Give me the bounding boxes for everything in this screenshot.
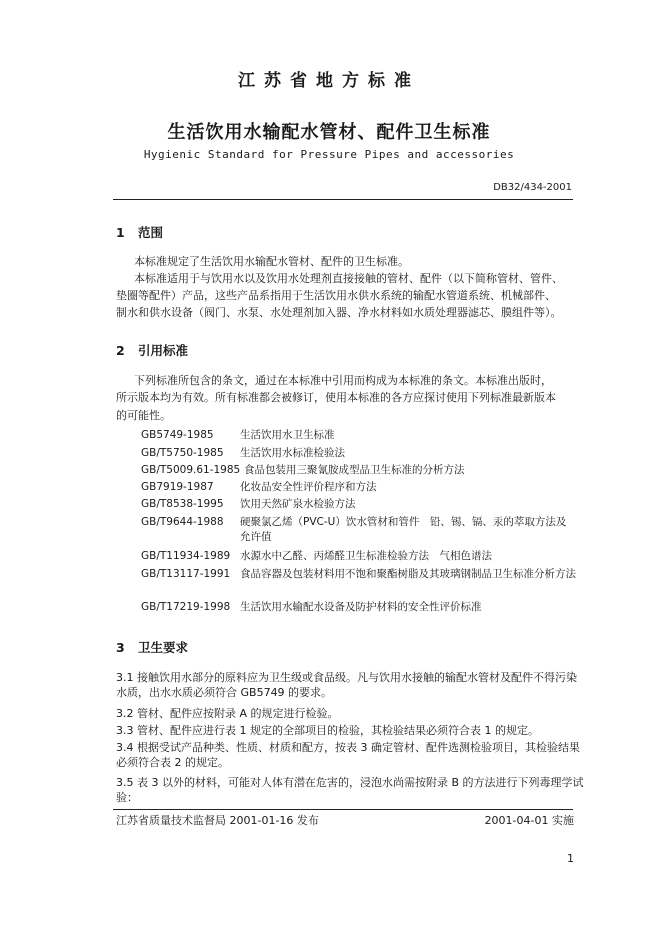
- reference-title: 食品包装用三聚氰胺成型品卫生标准的分析方法: [244, 464, 465, 476]
- document-subtitle: Hygienic Standard for Pressure Pipes and accessories: [143, 148, 515, 161]
- reference-code: GB7919-1987: [141, 481, 214, 493]
- reference-title: 生活饮用水标准检验法: [240, 447, 345, 459]
- reference-code: GB/T13117-1991: [141, 568, 231, 580]
- document-header: 江苏省地方标准: [238, 71, 420, 91]
- paragraph: 下列标准所包含的条文，通过在本标准中引用而构成为本标准的条文。本标准出版时，: [134, 374, 552, 387]
- reference-title: 生活饮用水卫生标准: [240, 429, 335, 441]
- page-number: 1: [567, 852, 574, 865]
- requirement-item: 3.3 管材、配件应进行表 1 规定的全部项目的检验，其检验结果必须符合表 1 的规定。: [116, 724, 539, 737]
- reference-title: 硬聚氯乙烯（PVC-U）饮水管材和管件 铅、锡、镉、汞的萃取方法及允许值: [240, 516, 567, 543]
- reference-code: GB/T9644-1988: [141, 516, 224, 528]
- standard-number: DB32/434-2001: [493, 182, 572, 193]
- reference-title: 生活饮用水输配水设备及防护材料的安全性评价标准: [240, 601, 482, 613]
- section-number: 3: [116, 640, 125, 655]
- requirement-item: 3.1 接触饮用水部分的原料应为卫生级或食品级。凡与饮用水接触的输配水管材及配件不得污染水质，出水水质必须符合 GB5749 的要求。: [116, 671, 577, 699]
- issuer-line: 江苏省质量技术监督局 2001-01-16 发布: [116, 814, 319, 827]
- requirement-item: 3.2 管材、配件应按附录 A 的规定进行检验。: [116, 707, 339, 720]
- section-1-heading: [116, 223, 163, 241]
- top-rule: [113, 199, 573, 200]
- section-3-heading: [116, 638, 188, 656]
- reference-title: 水源水中乙醛、丙烯醛卫生标准检验方法 气相色谱法: [240, 550, 492, 562]
- reference-title: 化妆品安全性评价程序和方法: [240, 481, 377, 493]
- requirement-item: 3.5 表 3 以外的材料，可能对人体有潜在危害的，浸泡水尚需按附录 B 的方法进行下列毒理学试验：: [116, 776, 584, 804]
- paragraph: 本标准规定了生活饮用水输配水管材、配件的卫生标准。: [134, 255, 409, 268]
- section-number: 1: [116, 225, 125, 240]
- reference-code: GB/T5009.61-1985: [141, 464, 241, 476]
- section-title: 范围: [138, 225, 164, 240]
- requirement-item: 3.4 根据受试产品种类、性质、材质和配方，按表 3 确定管材、配件选测检验项目，其检验结果必须符合表 2 的规定。: [116, 741, 580, 769]
- reference-code: GB/T5750-1985: [141, 447, 224, 459]
- reference-code: GB5749-1985: [141, 429, 214, 441]
- reference-code: GB/T17219-1998: [141, 601, 231, 613]
- paragraph: 本标准适用于与饮用水以及饮用水处理剂直接接触的管材、配件（以下简称管材、管件、: [134, 272, 563, 285]
- document-title: 生活饮用水输配水管材、配件卫生标准: [167, 122, 491, 143]
- paragraph: 所示版本均为有效。所有标准都会被修订，使用本标准的各方应探讨使用下列标准最新版本: [116, 391, 556, 404]
- section-title: 卫生要求: [138, 640, 189, 655]
- implementation-date: 2001-04-01 实施: [484, 814, 574, 827]
- paragraph: 的可能性。: [116, 409, 171, 422]
- reference-title: 饮用天然矿泉水检验方法: [240, 498, 356, 510]
- reference-title: 食品容器及包装材料用不饱和聚酯树脂及其玻璃钢制品卫生标准分析方法: [240, 568, 576, 580]
- reference-code: GB/T8538-1995: [141, 498, 224, 510]
- section-title: 引用标准: [138, 343, 189, 358]
- reference-code: GB/T11934-1989: [141, 550, 231, 562]
- bottom-rule: [113, 809, 573, 810]
- paragraph: 垫圈等配件）产品，这些产品系指用于生活饮用水供水系统的输配水管道系统、机械部件、: [116, 289, 556, 302]
- paragraph: 制水和供水设备（阀门、水泵、水处理剂加入器、净水材料如水质处理器滤芯、膜组件等）。: [116, 306, 562, 319]
- section-2-heading: [116, 341, 188, 359]
- section-number: 2: [116, 343, 125, 358]
